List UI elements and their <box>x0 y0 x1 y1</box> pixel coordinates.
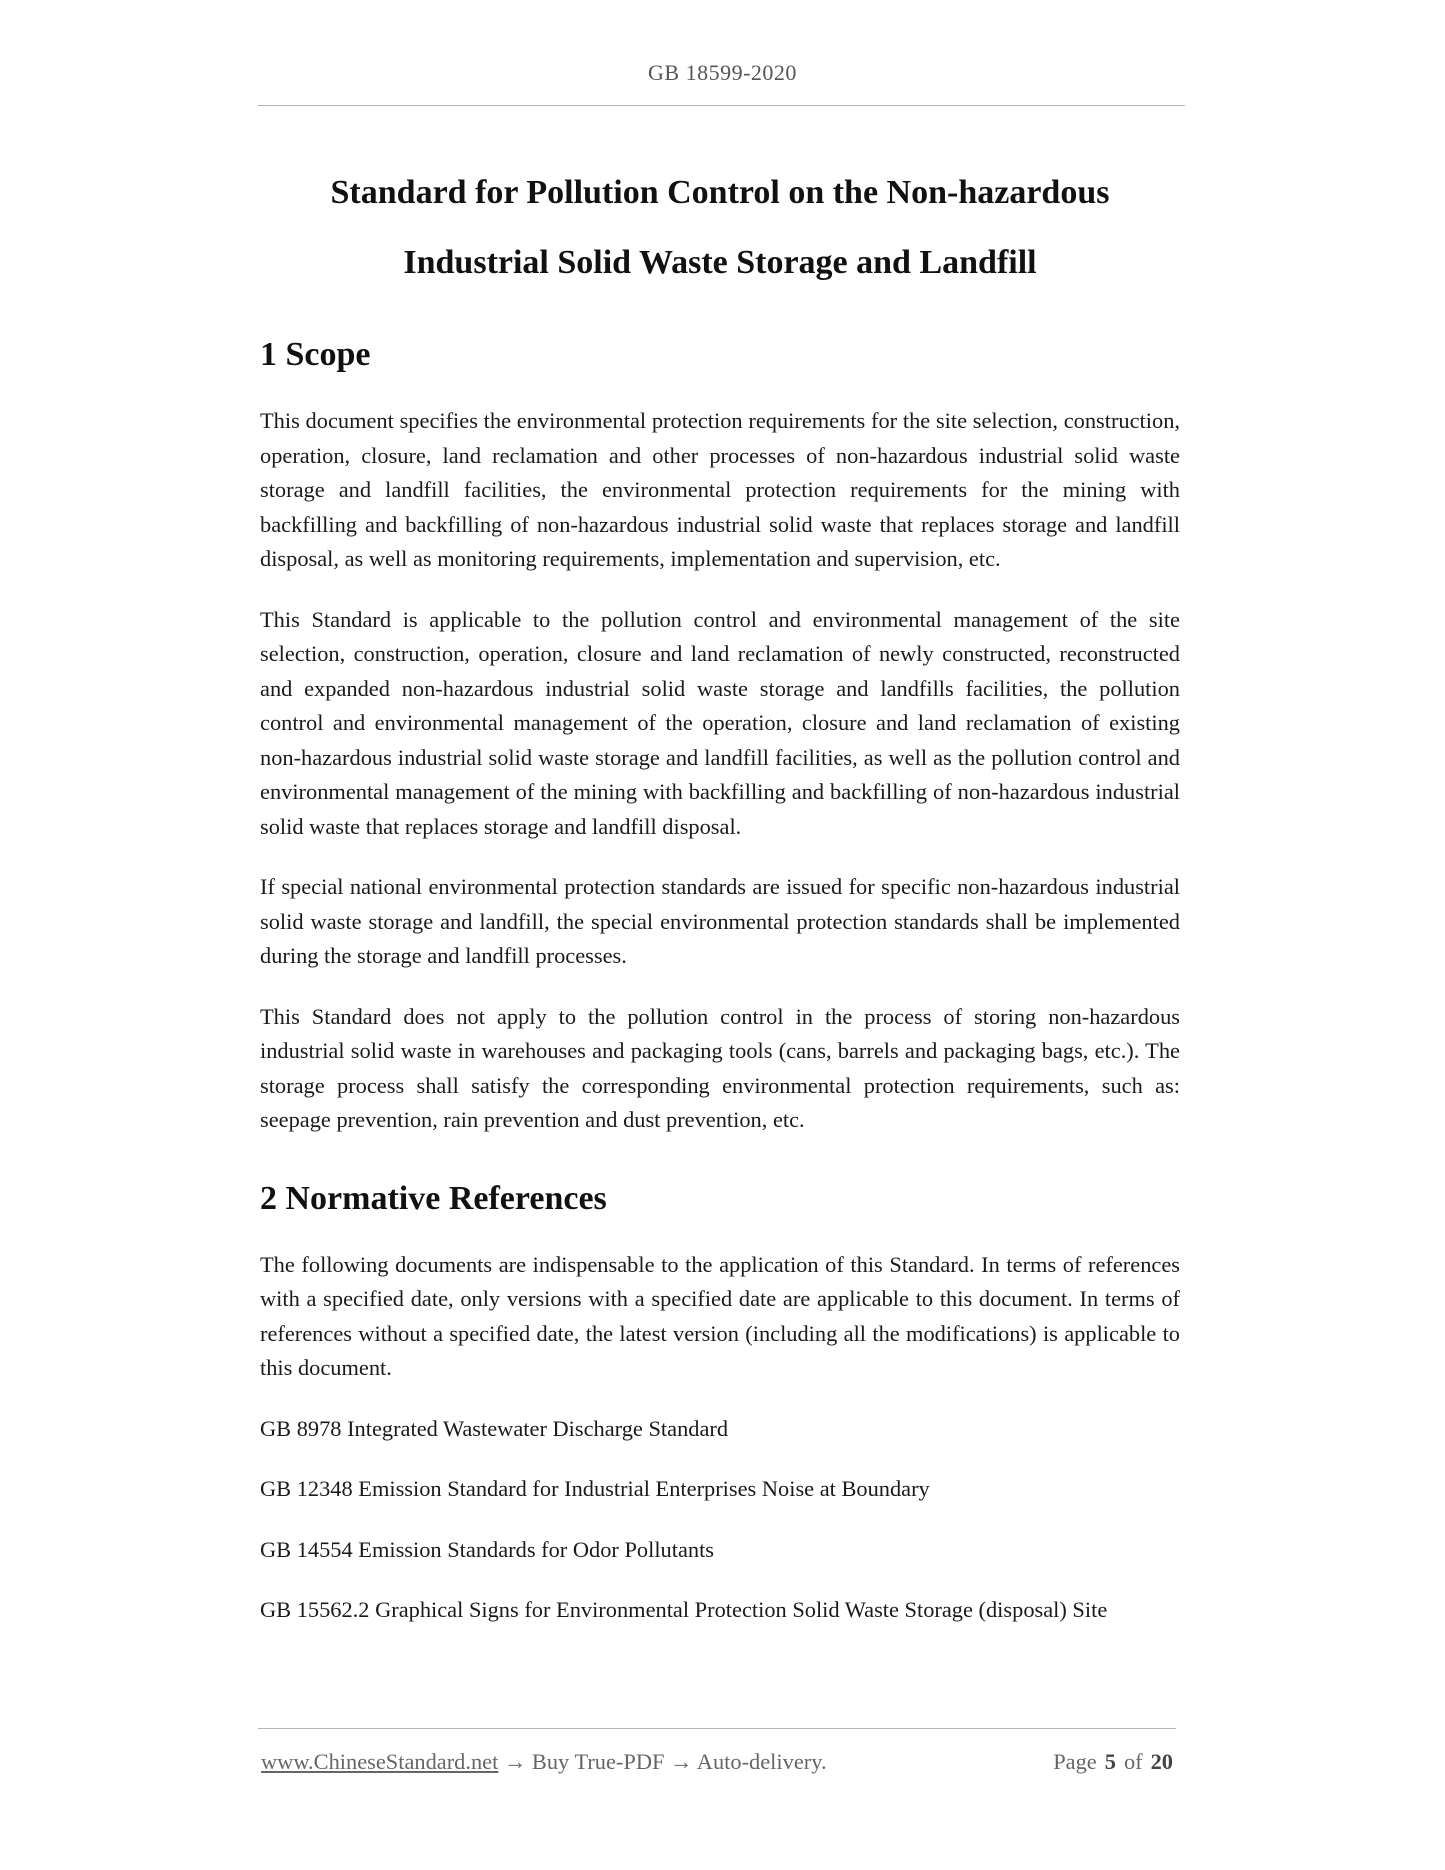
section-heading-normative-references: 2 Normative References <box>260 1179 607 1217</box>
footer-promo <box>261 1749 827 1775</box>
references-intro-paragraph: The following documents are indispensable to the application of this Standard. In terms of references with a specified date, only versions with a specified date are applicable to this document. In terms of references without a specified date, the latest version (including all the modifications) is applicable to this document. <box>260 1251 1180 1380</box>
reference-item: GB 8978 Integrated Wastewater Discharge Standard <box>260 1415 729 1441</box>
reference-item: GB 14554 Emission Standards for Odor Pollutants <box>260 1536 715 1562</box>
section-heading-scope: 1 Scope <box>260 336 371 373</box>
scope-paragraph: If special national environmental protection standards are issued for specific non-hazardous industrial solid waste storage and landfill, the special environmental protection standards shall be implemented during the storage and landfill processes. <box>260 874 1180 968</box>
footer-divider <box>258 1728 1176 1729</box>
reference-item: GB 15562.2 Graphical Signs for Environmental Protection Solid Waste Storage (disposal) Site <box>260 1597 1108 1622</box>
website-link[interactable]: www.ChineseStandard.net <box>261 1749 499 1774</box>
current-page-number: 5 <box>1104 1749 1116 1774</box>
page-label: Page <box>1053 1749 1097 1774</box>
page-indicator <box>1053 1749 1173 1775</box>
reference-item: GB 12348 Emission Standard for Industrial Enterprises Noise at Boundary <box>260 1476 930 1501</box>
total-pages-number: 20 <box>1150 1749 1173 1774</box>
footer-promo-text: → Buy True-PDF → Auto-delivery. <box>498 1749 827 1774</box>
scope-paragraph: This Standard does not apply to the pollution control in the process of storing non-hazardous industrial solid waste in warehouses and packaging tools (cans, barrels and packaging bags, etc.). The storage process shall satisfy the corresponding environmental protection requirements, such as: seepage prevention, rain prevention and dust prevention, etc. <box>260 1003 1180 1132</box>
page-content <box>260 158 1180 1628</box>
header-divider <box>258 105 1185 106</box>
scope-paragraph: This Standard is applicable to the pollution control and environmental management of the site selection, construction, operation, closure and land reclamation of newly constructed, reconstructed and expanded non-hazardous industrial solid waste storage and landfills facilities, the pollution control and environmental management of the operation, closure and land reclamation of existing non-hazardous industrial solid waste storage and landfill facilities, as well as the pollution control and environmental management of the mining with backfilling and backfilling of non-hazardous industrial solid waste that replaces storage and landfill disposal. <box>260 606 1180 839</box>
title-line-2: Industrial Solid Waste Storage and Landfill <box>403 244 1037 281</box>
of-label: of <box>1123 1749 1143 1774</box>
scope-paragraph: This document specifies the environmental protection requirements for the site selection, construction, operation, closure, land reclamation and other processes of non-hazardous industrial solid waste storage and landfill facilities, the environmental protection requirements for the mining with backfilling and backfilling of non-hazardous industrial solid waste that replaces storage and landfill disposal, as well as monitoring requirements, implementation and supervision, etc. <box>260 408 1180 571</box>
reference-list <box>260 1412 1180 1628</box>
title-line-1: Standard for Pollution Control on the Non-hazardous <box>330 174 1110 211</box>
standard-code-header: GB 18599-2020 <box>648 60 797 85</box>
document-title <box>260 158 1180 298</box>
